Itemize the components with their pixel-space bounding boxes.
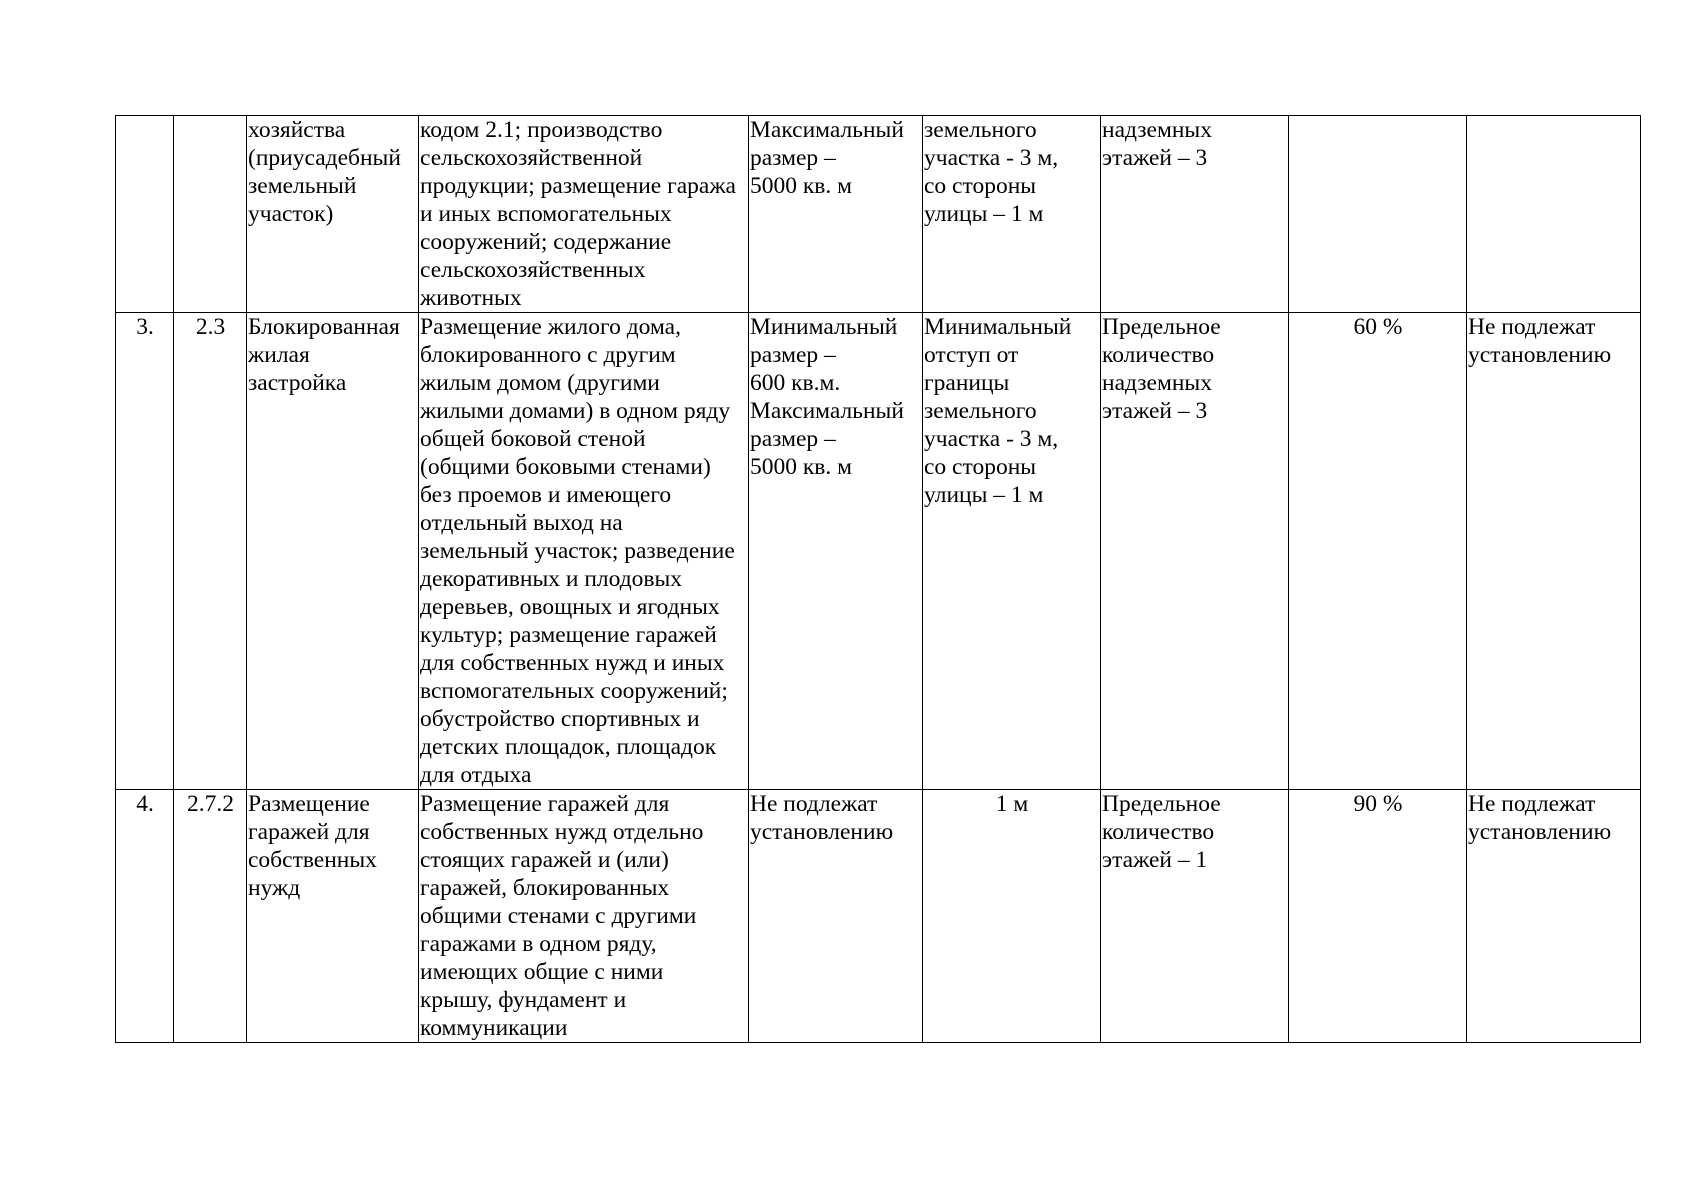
use-name-cell [247,790,419,1043]
use-name: Размещение гаражей для собственных нужд [248,791,377,901]
setback-cell [923,116,1101,313]
floors-cell [1101,313,1289,790]
table-row [116,790,1641,1043]
use-code-cell [174,790,247,1043]
use-description: кодом 2.1; производство сельскохозяйственной продукции; размещение гаража и иных вспомогательных сооружений; содержание сельскохозяйственных животных [420,117,736,311]
use-code: 2.3 [195,314,226,340]
other: Не подлежат установлению [1468,314,1612,368]
use-description: Размещение жилого дома, блокированного с другим жилым домом (другими жилыми домами) в одном ряду общей боковой стеной (общими боковыми стенами) без проемов и имеющего отдельный выход на земельный участок; разведение декоративных и плодовых деревьев, овощных и ягодных культур; размещение гаражей для собственных нужд и иных вспомогательных сооружений; обустройство спортивных и детских площадок, площадок для отдыха [420,314,735,788]
use-name: Блокированная жилая застройка [248,314,400,396]
other: Не подлежат установлению [1468,791,1612,845]
plot-size: Минимальный размер – 600 кв.м. Максимальный размер – 5000 кв. м [750,314,904,480]
other-cell [1467,790,1641,1043]
setback: Минимальный отступ от границы земельного участка - 3 м, со стороны улицы – 1 м [924,314,1072,508]
setback-cell [923,790,1101,1043]
coverage-cell [1289,313,1467,790]
floors: надземных этажей – 3 [1102,117,1212,171]
coverage-cell [1289,116,1467,313]
use-description: Размещение гаражей для собственных нужд отдельно стоящих гаражей и (или) гаражей, блокированных общими стенами с другими гаражами в одном ряду, имеющих общие с ними крышу, фундамент и коммуникации [420,791,704,1041]
row-number-cell [116,313,174,790]
row-number: 4. [136,791,154,817]
plot-size: Не подлежат установлению [750,791,894,845]
plot-size: Максимальный размер – 5000 кв. м [750,117,904,199]
row-number-cell [116,116,174,313]
plot-size-cell [749,116,923,313]
zoning-regulations-table [115,115,1641,1043]
row-number: 3. [136,314,154,340]
other-cell [1467,116,1641,313]
use-name: хозяйства (приусадебный земельный участок) [248,117,401,227]
use-description-cell [419,313,749,790]
floors: Предельное количество этажей – 1 [1102,791,1221,873]
table-row [116,116,1641,313]
table-row [116,313,1641,790]
other-cell [1467,313,1641,790]
use-code-cell [174,313,247,790]
use-name-cell [247,313,419,790]
setback: 1 м [995,791,1029,817]
use-code: 2.7.2 [187,791,234,817]
coverage: 60 % [1353,314,1403,340]
plot-size-cell [749,790,923,1043]
coverage-cell [1289,790,1467,1043]
use-code-cell [174,116,247,313]
use-name-cell [247,116,419,313]
setback: земельного участка - 3 м, со стороны улицы – 1 м [924,117,1059,227]
floors: Предельное количество надземных этажей – 3 [1102,314,1221,424]
plot-size-cell [749,313,923,790]
use-description-cell [419,790,749,1043]
floors-cell [1101,116,1289,313]
coverage: 90 % [1353,791,1403,817]
row-number-cell [116,790,174,1043]
use-description-cell [419,116,749,313]
setback-cell [923,313,1101,790]
floors-cell [1101,790,1289,1043]
